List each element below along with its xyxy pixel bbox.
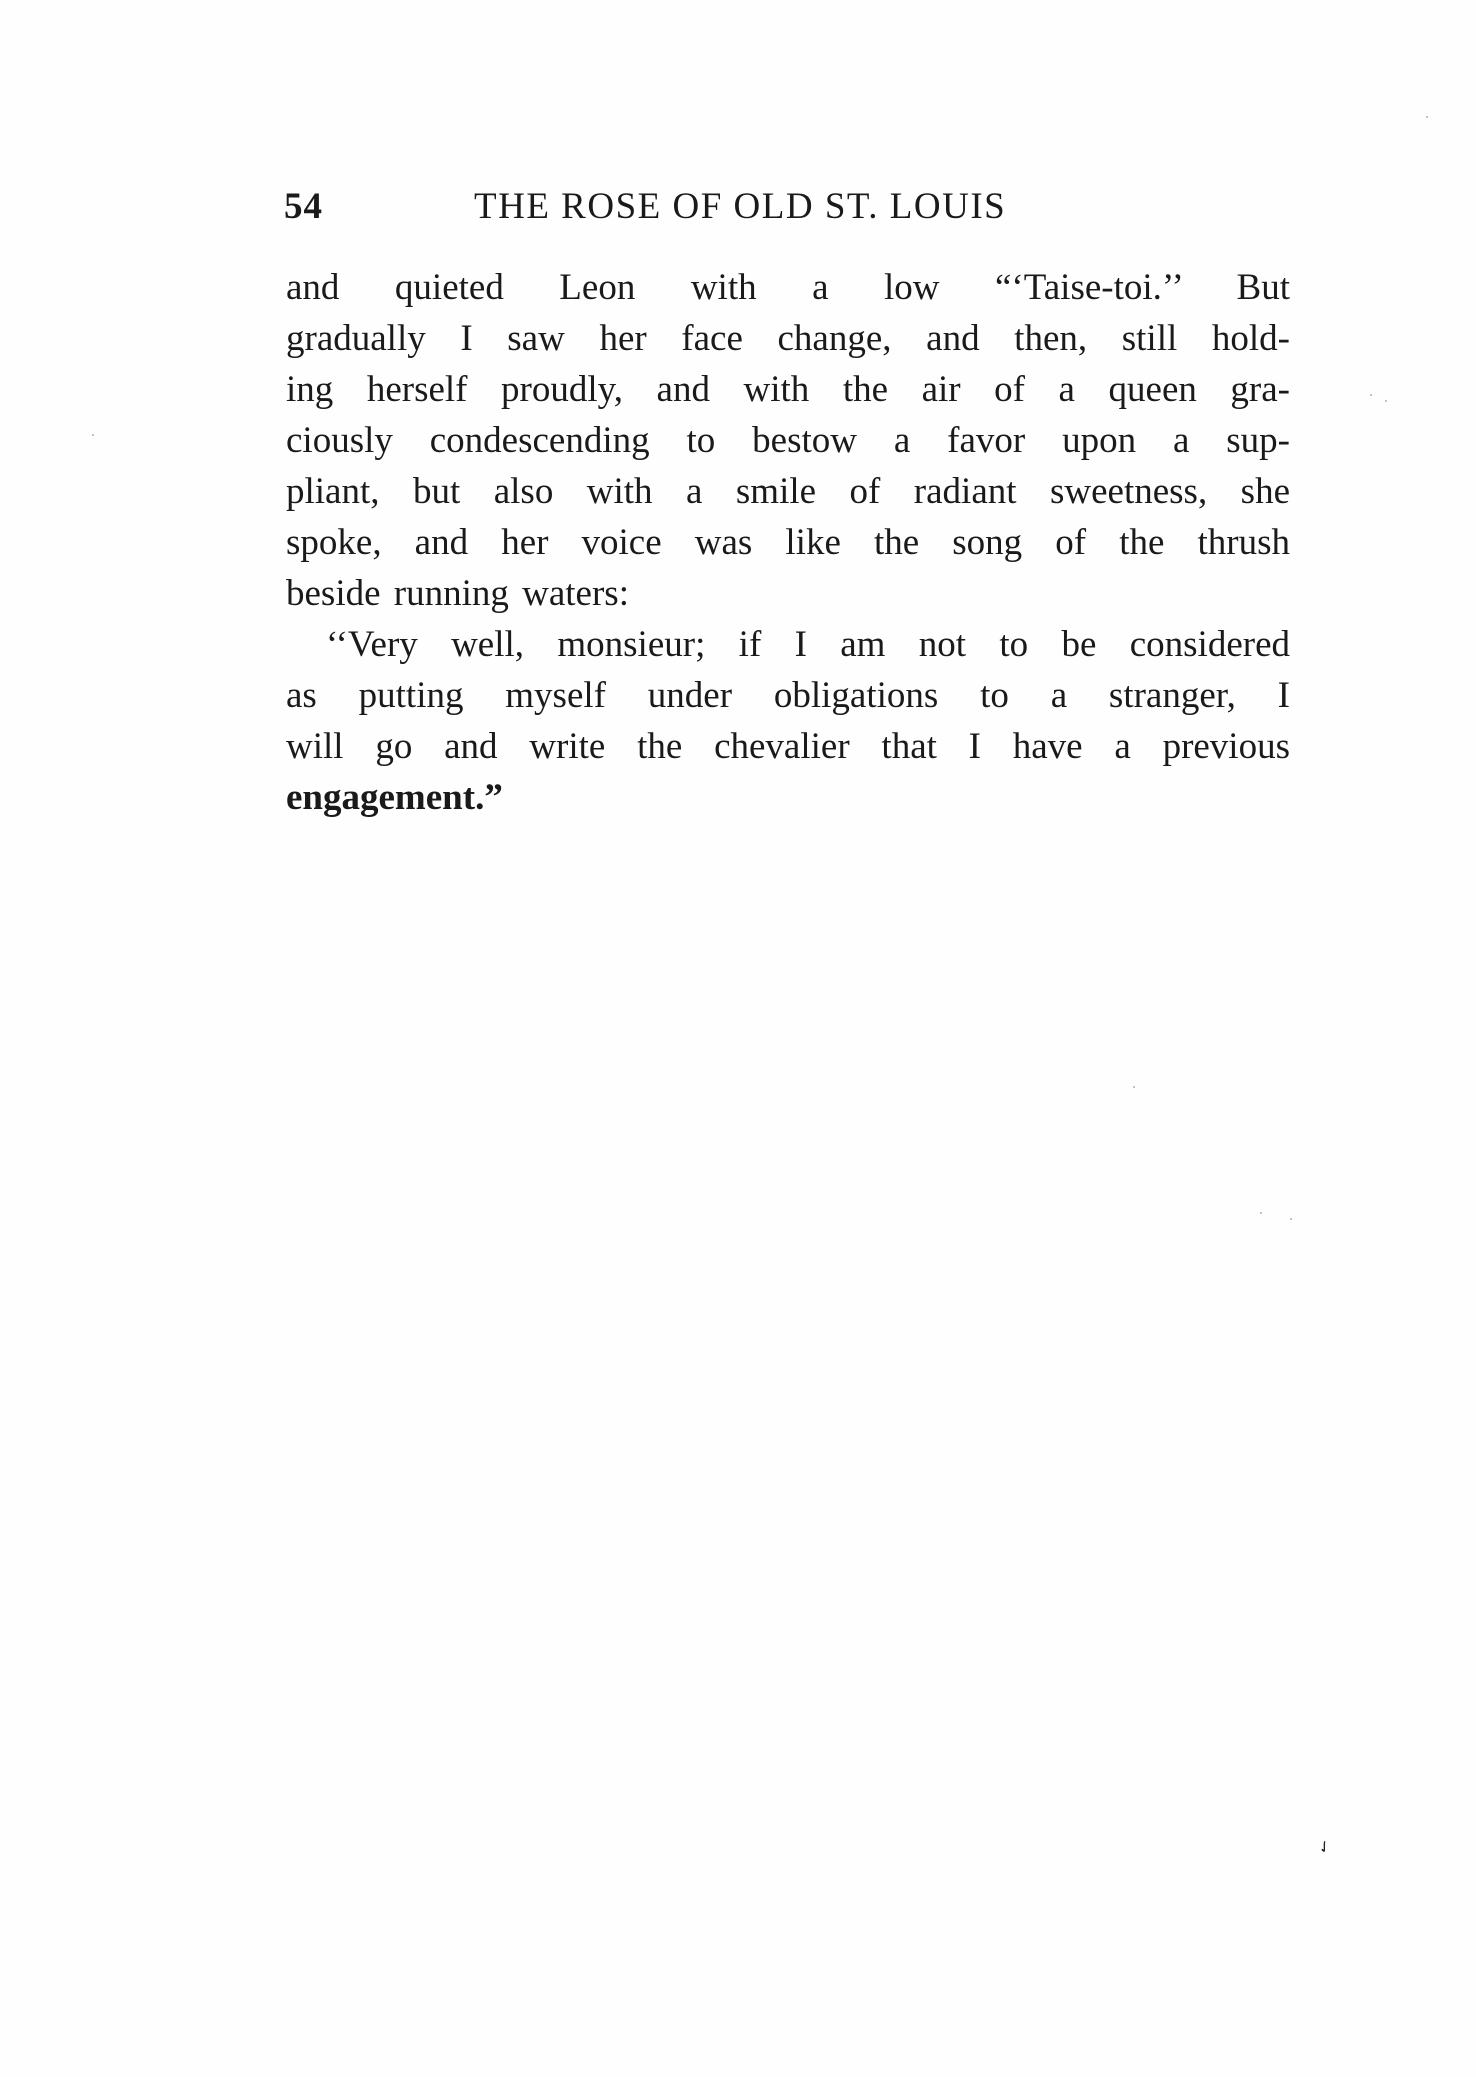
paper-speck [1370,394,1372,396]
paper-speck [1385,400,1387,402]
page-number: 54 [284,186,323,227]
paper-speck [1426,116,1428,118]
text-line: ‘‘Very well, monsieur; if I am not to be considered [326,624,1290,665]
text-line: beside running waters: [286,573,629,614]
book-title: THE ROSE OF OLD ST. LOUIS [474,186,1007,227]
text-line: will go and write the chevalier that I have a previous [286,726,1290,767]
text-block [286,262,1290,823]
text-line: gradually I saw her face change, and then, still hold- [286,318,1290,359]
stray-mark: ✓ [1313,1835,1336,1859]
running-head [284,185,1289,245]
paper-speck [1290,1218,1292,1220]
text-line: ing herself proudly, and with the air of a queen gra- [286,369,1290,410]
text-line: ciously condescending to bestow a favor upon a sup- [286,420,1290,461]
text-line: engagement.” [286,777,503,818]
paper-speck [1133,1086,1135,1088]
text-line: spoke, and her voice was like the song of the thrush [286,522,1290,563]
text-line: pliant, but also with a smile of radiant sweetness, she [286,471,1290,512]
text-line: and quieted Leon with a low “‘Taise-toi.’’ But [286,267,1290,308]
paper-speck [92,434,94,436]
paper-speck [1260,1212,1262,1214]
text-line: as putting myself under obligations to a stranger, I [286,675,1290,716]
